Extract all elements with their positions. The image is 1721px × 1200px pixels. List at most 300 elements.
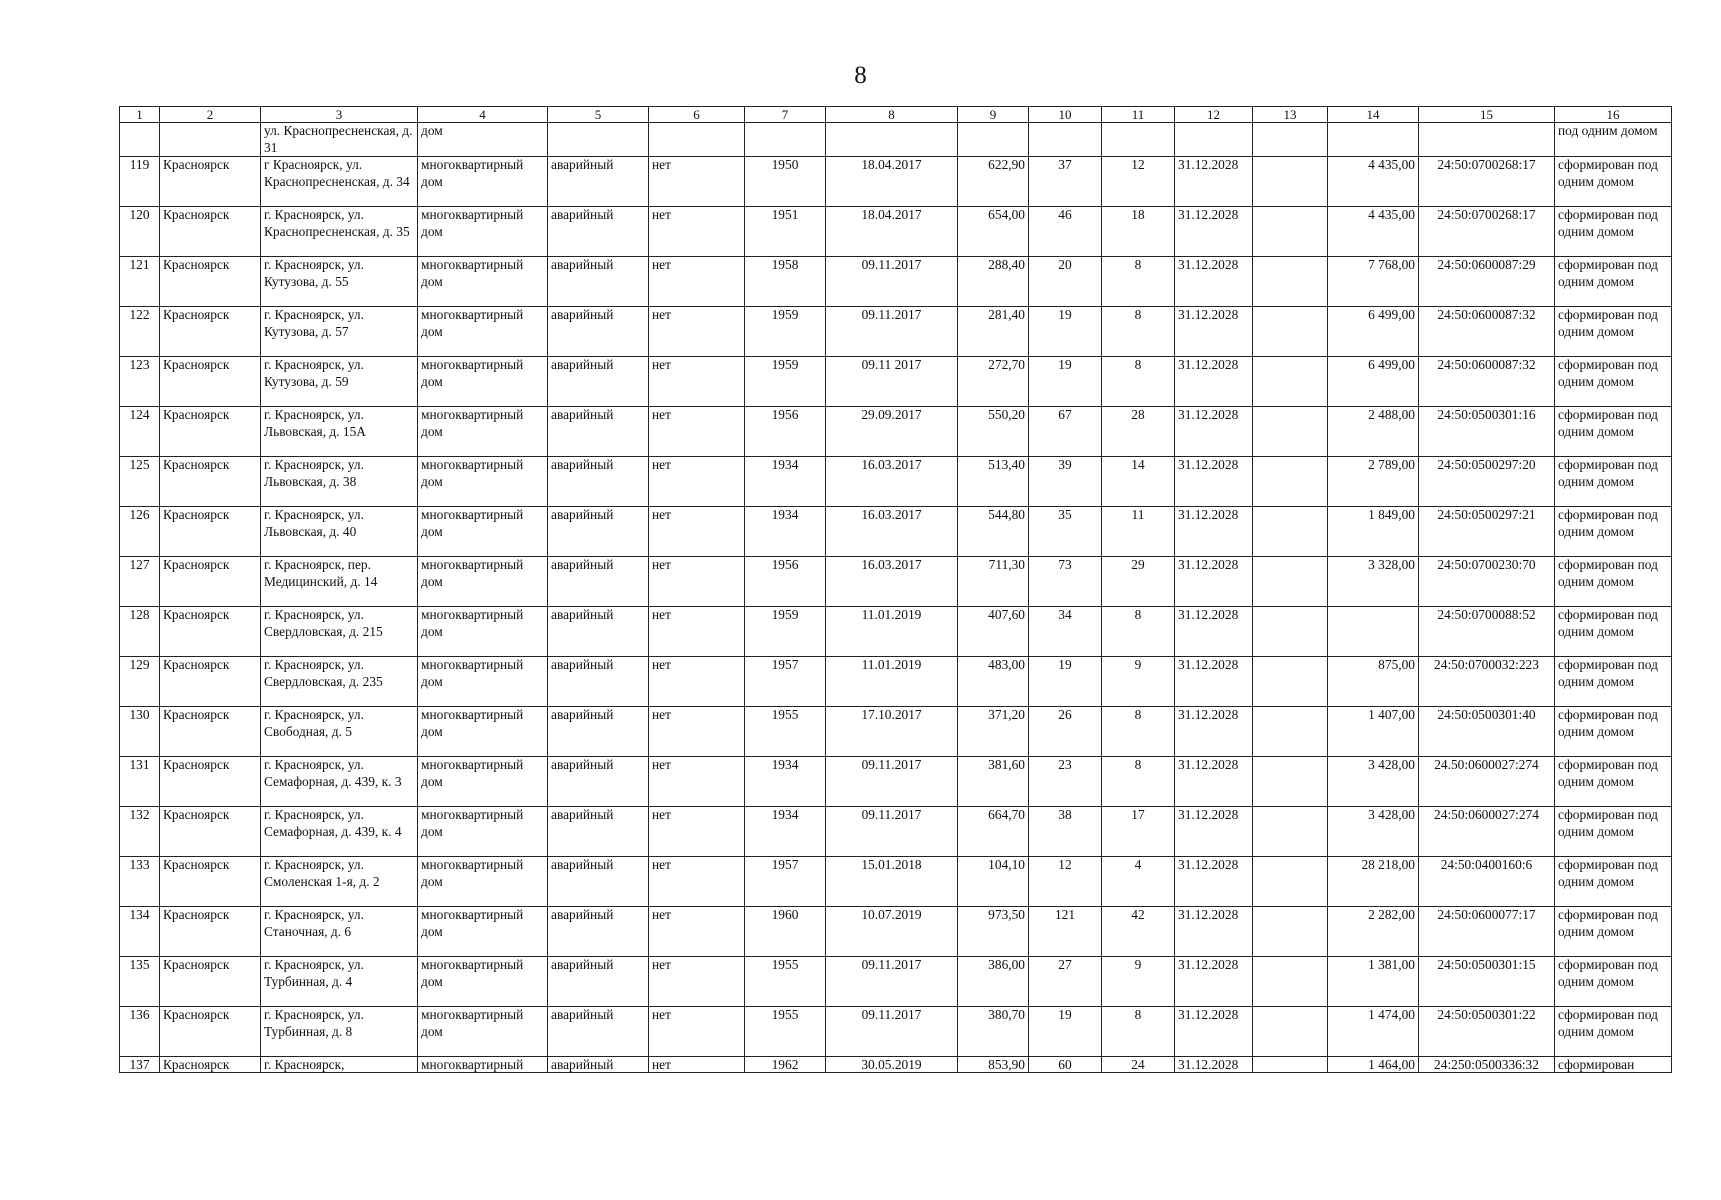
cell-status: аварийный	[548, 507, 649, 557]
cell-city: Красноярск	[160, 657, 261, 707]
column-number-row	[120, 107, 1672, 123]
cell-cadastre: 24.50:0600027:274	[1419, 757, 1555, 807]
column-header: 14	[1328, 107, 1419, 123]
cell-address: г. Красноярск, ул. Краснопресненская, д. 35	[261, 207, 418, 257]
cell-address: г. Красноярск, ул. Турбинная, д. 8	[261, 1007, 418, 1057]
cell-city: Красноярск	[160, 357, 261, 407]
cell-date: 09.11.2017	[826, 307, 958, 357]
cell-c13	[1253, 157, 1328, 207]
cell-address: г. Красноярск, ул. Кутузова, д. 55	[261, 257, 418, 307]
cell-year: 1957	[745, 657, 826, 707]
cell-c10: 19	[1029, 657, 1102, 707]
cell-address: г. Красноярск, ул. Кутузова, д. 57	[261, 307, 418, 357]
cell-year: 1956	[745, 407, 826, 457]
cell-c13	[1253, 757, 1328, 807]
cell-c16: сформирован под одним домом	[1555, 257, 1672, 307]
cell-deadline: 31.12.2028	[1175, 357, 1253, 407]
cell-date: 09.11.2017	[826, 757, 958, 807]
column-header: 10	[1029, 107, 1102, 123]
cell-c6: нет	[649, 357, 745, 407]
cell-year: 1955	[745, 1007, 826, 1057]
cell-status: аварийный	[548, 357, 649, 407]
cell-c16: сформирован под одним домом	[1555, 457, 1672, 507]
emergency-housing-table	[119, 106, 1672, 1073]
cell-city	[160, 123, 261, 157]
cell-cadastre: 24:50:0600087:32	[1419, 357, 1555, 407]
cell-num: 120	[120, 207, 160, 257]
cell-c16: сформирован под одним домом	[1555, 857, 1672, 907]
cell-deadline: 31.12.2028	[1175, 657, 1253, 707]
cell-area: 654,00	[958, 207, 1029, 257]
cell-area: 272,70	[958, 357, 1029, 407]
cell-type: многоквартирный дом	[418, 457, 548, 507]
cell-c14: 7 768,00	[1328, 257, 1419, 307]
cell-cadastre: 24:50:0600077:17	[1419, 907, 1555, 957]
cell-year: 1956	[745, 557, 826, 607]
cell-num: 131	[120, 757, 160, 807]
cell-year: 1955	[745, 957, 826, 1007]
cell-c14: 4 435,00	[1328, 207, 1419, 257]
cell-c6: нет	[649, 907, 745, 957]
cell-c10	[1029, 123, 1102, 157]
table-row	[120, 957, 1672, 1007]
column-header: 4	[418, 107, 548, 123]
cell-c6: нет	[649, 707, 745, 757]
cell-num: 134	[120, 907, 160, 957]
cell-c10: 37	[1029, 157, 1102, 207]
cell-c6: нет	[649, 1057, 745, 1073]
cell-deadline: 31.12.2028	[1175, 607, 1253, 657]
column-header: 2	[160, 107, 261, 123]
cell-city: Красноярск	[160, 907, 261, 957]
cell-status: аварийный	[548, 657, 649, 707]
cell-year: 1959	[745, 357, 826, 407]
cell-cadastre: 24:50:0500301:15	[1419, 957, 1555, 1007]
cell-c16: сформирован под одним домом	[1555, 757, 1672, 807]
cell-year: 1955	[745, 707, 826, 757]
cell-city: Красноярск	[160, 1007, 261, 1057]
table-row	[120, 657, 1672, 707]
cell-area: 281,40	[958, 307, 1029, 357]
cell-c13	[1253, 307, 1328, 357]
cell-type: многоквартирный дом	[418, 157, 548, 207]
cell-deadline: 31.12.2028	[1175, 407, 1253, 457]
cell-num: 119	[120, 157, 160, 207]
cell-date: 18.04.2017	[826, 157, 958, 207]
cell-cadastre: 24:50:0500301:22	[1419, 1007, 1555, 1057]
cell-c11: 14	[1102, 457, 1175, 507]
cell-deadline: 31.12.2028	[1175, 857, 1253, 907]
cell-c10: 121	[1029, 907, 1102, 957]
cell-c14: 875,00	[1328, 657, 1419, 707]
cell-cadastre: 24:50:0700032:223	[1419, 657, 1555, 707]
cell-c13	[1253, 1057, 1328, 1073]
cell-c6: нет	[649, 957, 745, 1007]
cell-c11: 8	[1102, 757, 1175, 807]
column-header: 11	[1102, 107, 1175, 123]
cell-area: 853,90	[958, 1057, 1029, 1073]
page-number: 8	[854, 62, 867, 89]
cell-type: многоквартирный дом	[418, 757, 548, 807]
cell-status: аварийный	[548, 957, 649, 1007]
cell-address: г. Красноярск, ул. Смоленская 1-я, д. 2	[261, 857, 418, 907]
cell-cadastre: 24:50:0600027:274	[1419, 807, 1555, 857]
table-row	[120, 907, 1672, 957]
cell-num: 121	[120, 257, 160, 307]
cell-c6: нет	[649, 857, 745, 907]
cell-c6: нет	[649, 657, 745, 707]
cell-c10: 27	[1029, 957, 1102, 1007]
cell-c10: 39	[1029, 457, 1102, 507]
cell-c13	[1253, 907, 1328, 957]
column-header: 1	[120, 107, 160, 123]
cell-c6: нет	[649, 1007, 745, 1057]
cell-c13	[1253, 123, 1328, 157]
cell-c6: нет	[649, 807, 745, 857]
cell-year: 1934	[745, 757, 826, 807]
cell-type: многоквартирный дом	[418, 1007, 548, 1057]
cell-num: 128	[120, 607, 160, 657]
cell-date: 09.11.2017	[826, 807, 958, 857]
cell-c6: нет	[649, 157, 745, 207]
cell-deadline: 31.12.2028	[1175, 507, 1253, 557]
cell-c10: 34	[1029, 607, 1102, 657]
cell-area	[958, 123, 1029, 157]
cell-year: 1934	[745, 807, 826, 857]
cell-c11: 17	[1102, 807, 1175, 857]
cell-c10: 12	[1029, 857, 1102, 907]
cell-c14: 2 488,00	[1328, 407, 1419, 457]
table-row	[120, 457, 1672, 507]
cell-type: многоквартирный дом	[418, 207, 548, 257]
cell-c13	[1253, 407, 1328, 457]
cell-year: 1959	[745, 307, 826, 357]
cell-c11	[1102, 123, 1175, 157]
cell-status: аварийный	[548, 157, 649, 207]
cell-deadline: 31.12.2028	[1175, 1007, 1253, 1057]
cell-type: многоквартирный дом	[418, 607, 548, 657]
column-header: 3	[261, 107, 418, 123]
cell-status: аварийный	[548, 607, 649, 657]
cell-deadline: 31.12.2028	[1175, 907, 1253, 957]
cell-address: г. Красноярск, ул. Львовская, д. 38	[261, 457, 418, 507]
table-row	[120, 357, 1672, 407]
cell-c16: сформирован под одним домом	[1555, 907, 1672, 957]
cell-c6: нет	[649, 407, 745, 457]
cell-deadline: 31.12.2028	[1175, 807, 1253, 857]
cell-type: многоквартирный	[418, 1057, 548, 1073]
cell-cadastre: 24:50:0500297:21	[1419, 507, 1555, 557]
cell-date: 10.07.2019	[826, 907, 958, 957]
cell-c11: 18	[1102, 207, 1175, 257]
column-header: 16	[1555, 107, 1672, 123]
cell-c6: нет	[649, 457, 745, 507]
cell-c14: 1 381,00	[1328, 957, 1419, 1007]
cell-c6: нет	[649, 757, 745, 807]
cell-area: 711,30	[958, 557, 1029, 607]
table-row	[120, 407, 1672, 457]
cell-cadastre: 24:250:0500336:32	[1419, 1057, 1555, 1073]
table-row-continuation	[120, 123, 1672, 157]
cell-status: аварийный	[548, 457, 649, 507]
cell-status: аварийный	[548, 207, 649, 257]
cell-status: аварийный	[548, 257, 649, 307]
cell-c10: 19	[1029, 1007, 1102, 1057]
cell-year: 1950	[745, 157, 826, 207]
table-row	[120, 807, 1672, 857]
cell-deadline: 31.12.2028	[1175, 1057, 1253, 1073]
column-header: 9	[958, 107, 1029, 123]
cell-c11: 8	[1102, 1007, 1175, 1057]
cell-c16: сформирован под одним домом	[1555, 357, 1672, 407]
cell-city: Красноярск	[160, 457, 261, 507]
cell-c14	[1328, 123, 1419, 157]
cell-address: г. Красноярск,	[261, 1057, 418, 1073]
cell-c16: сформирован под одним домом	[1555, 507, 1672, 557]
cell-c16: сформирован	[1555, 1057, 1672, 1073]
cell-c10: 38	[1029, 807, 1102, 857]
cell-c14: 1 849,00	[1328, 507, 1419, 557]
cell-area: 381,60	[958, 757, 1029, 807]
cell-city: Красноярск	[160, 707, 261, 757]
column-header: 8	[826, 107, 958, 123]
cell-num: 126	[120, 507, 160, 557]
cell-c16: сформирован под одним домом	[1555, 607, 1672, 657]
cell-c13	[1253, 1007, 1328, 1057]
cell-c16: сформирован под одним домом	[1555, 207, 1672, 257]
cell-type: многоквартирный дом	[418, 557, 548, 607]
cell-address: г. Красноярск, ул. Семафорная, д. 439, к. 3	[261, 757, 418, 807]
cell-type: многоквартирный дом	[418, 707, 548, 757]
table-row	[120, 207, 1672, 257]
cell-deadline: 31.12.2028	[1175, 957, 1253, 1007]
cell-area: 664,70	[958, 807, 1029, 857]
cell-c11: 8	[1102, 707, 1175, 757]
cell-c13	[1253, 807, 1328, 857]
cell-status: аварийный	[548, 907, 649, 957]
cell-c14: 6 499,00	[1328, 307, 1419, 357]
cell-deadline: 31.12.2028	[1175, 457, 1253, 507]
cell-deadline: 31.12.2028	[1175, 707, 1253, 757]
cell-city: Красноярск	[160, 807, 261, 857]
cell-deadline: 31.12.2028	[1175, 207, 1253, 257]
cell-c6: нет	[649, 557, 745, 607]
cell-area: 513,40	[958, 457, 1029, 507]
cell-type: многоквартирный дом	[418, 507, 548, 557]
cell-c16: сформирован под одним домом	[1555, 157, 1672, 207]
cell-c16: сформирован под одним домом	[1555, 707, 1672, 757]
cell-type: многоквартирный дом	[418, 357, 548, 407]
cell-c14	[1328, 607, 1419, 657]
cell-c14: 1 407,00	[1328, 707, 1419, 757]
cell-c6: нет	[649, 307, 745, 357]
cell-c10: 35	[1029, 507, 1102, 557]
table-row	[120, 1057, 1672, 1073]
cell-city: Красноярск	[160, 557, 261, 607]
cell-c16: под одним домом	[1555, 123, 1672, 157]
cell-city: Красноярск	[160, 307, 261, 357]
cell-c10: 73	[1029, 557, 1102, 607]
cell-c6: нет	[649, 207, 745, 257]
cell-c13	[1253, 457, 1328, 507]
cell-city: Красноярск	[160, 857, 261, 907]
cell-type: многоквартирный дом	[418, 907, 548, 957]
cell-cadastre: 24:50:0500301:16	[1419, 407, 1555, 457]
column-header: 7	[745, 107, 826, 123]
cell-cadastre: 24:50:0700268:17	[1419, 207, 1555, 257]
cell-c13	[1253, 957, 1328, 1007]
cell-address: г. Красноярск, ул. Свердловская, д. 215	[261, 607, 418, 657]
column-header: 12	[1175, 107, 1253, 123]
cell-date: 17.10.2017	[826, 707, 958, 757]
cell-num: 130	[120, 707, 160, 757]
cell-type: многоквартирный дом	[418, 257, 548, 307]
cell-city: Красноярск	[160, 507, 261, 557]
cell-cadastre: 24:50:0700230:70	[1419, 557, 1555, 607]
cell-c14: 2 789,00	[1328, 457, 1419, 507]
cell-type: многоквартирный дом	[418, 407, 548, 457]
cell-c14: 4 435,00	[1328, 157, 1419, 207]
column-header: 5	[548, 107, 649, 123]
cell-c11: 8	[1102, 307, 1175, 357]
cell-status: аварийный	[548, 407, 649, 457]
cell-c16: сформирован под одним домом	[1555, 957, 1672, 1007]
table-row	[120, 1007, 1672, 1057]
cell-address: г Красноярск, ул. Краснопресненская, д. 34	[261, 157, 418, 207]
cell-area: 371,20	[958, 707, 1029, 757]
cell-c13	[1253, 507, 1328, 557]
cell-c6: нет	[649, 607, 745, 657]
cell-c14: 3 328,00	[1328, 557, 1419, 607]
cell-c13	[1253, 257, 1328, 307]
cell-status	[548, 123, 649, 157]
cell-num: 137	[120, 1057, 160, 1073]
cell-c10: 20	[1029, 257, 1102, 307]
cell-address: г. Красноярск, ул. Кутузова, д. 59	[261, 357, 418, 407]
cell-c6: нет	[649, 507, 745, 557]
cell-c13	[1253, 357, 1328, 407]
cell-c14: 1 464,00	[1328, 1057, 1419, 1073]
cell-c13	[1253, 707, 1328, 757]
cell-c11: 28	[1102, 407, 1175, 457]
cell-address: г. Красноярск, ул. Свердловская, д. 235	[261, 657, 418, 707]
cell-cadastre	[1419, 123, 1555, 157]
cell-year: 1934	[745, 457, 826, 507]
cell-date: 29.09.2017	[826, 407, 958, 457]
cell-c14: 3 428,00	[1328, 807, 1419, 857]
cell-num: 122	[120, 307, 160, 357]
cell-c11: 29	[1102, 557, 1175, 607]
cell-date: 09.11.2017	[826, 257, 958, 307]
cell-c14: 2 282,00	[1328, 907, 1419, 957]
cell-cadastre: 24:50:0400160:6	[1419, 857, 1555, 907]
cell-num: 127	[120, 557, 160, 607]
cell-status: аварийный	[548, 1057, 649, 1073]
cell-c10: 19	[1029, 357, 1102, 407]
cell-address: г. Красноярск, ул. Свободная, д. 5	[261, 707, 418, 757]
cell-c11: 4	[1102, 857, 1175, 907]
cell-date: 18.04.2017	[826, 207, 958, 257]
cell-date: 16.03.2017	[826, 507, 958, 557]
cell-deadline	[1175, 123, 1253, 157]
cell-num: 132	[120, 807, 160, 857]
cell-type: многоквартирный дом	[418, 857, 548, 907]
cell-date: 15.01.2018	[826, 857, 958, 907]
cell-address: ул. Краснопресненская, д. 31	[261, 123, 418, 157]
table-row	[120, 307, 1672, 357]
table-row	[120, 607, 1672, 657]
cell-date: 09.11.2017	[826, 957, 958, 1007]
cell-c10: 23	[1029, 757, 1102, 807]
cell-c11: 8	[1102, 607, 1175, 657]
cell-num	[120, 123, 160, 157]
cell-num: 136	[120, 1007, 160, 1057]
cell-status: аварийный	[548, 557, 649, 607]
cell-address: г. Красноярск, пер. Медицинский, д. 14	[261, 557, 418, 607]
cell-date: 09.11.2017	[826, 1007, 958, 1057]
cell-area: 550,20	[958, 407, 1029, 457]
cell-c16: сформирован под одним домом	[1555, 307, 1672, 357]
cell-year	[745, 123, 826, 157]
cell-address: г. Красноярск, ул. Станочная, д. 6	[261, 907, 418, 957]
cell-area: 544,80	[958, 507, 1029, 557]
cell-cadastre: 24:50:0700088:52	[1419, 607, 1555, 657]
cell-date	[826, 123, 958, 157]
cell-c10: 26	[1029, 707, 1102, 757]
cell-cadastre: 24:50:0600087:29	[1419, 257, 1555, 307]
cell-status: аварийный	[548, 807, 649, 857]
table-row	[120, 857, 1672, 907]
cell-area: 104,10	[958, 857, 1029, 907]
cell-cadastre: 24:50:0600087:32	[1419, 307, 1555, 357]
cell-c16: сформирован под одним домом	[1555, 1007, 1672, 1057]
cell-city: Красноярск	[160, 257, 261, 307]
cell-city: Красноярск	[160, 607, 261, 657]
cell-address: г. Красноярск, ул. Семафорная, д. 439, к. 4	[261, 807, 418, 857]
cell-status: аварийный	[548, 307, 649, 357]
cell-date: 16.03.2017	[826, 457, 958, 507]
cell-deadline: 31.12.2028	[1175, 557, 1253, 607]
cell-deadline: 31.12.2028	[1175, 157, 1253, 207]
cell-c11: 9	[1102, 657, 1175, 707]
cell-c16: сформирован под одним домом	[1555, 557, 1672, 607]
cell-date: 09.11 2017	[826, 357, 958, 407]
cell-cadastre: 24:50:0500297:20	[1419, 457, 1555, 507]
column-header: 6	[649, 107, 745, 123]
cell-c16: сформирован под одним домом	[1555, 807, 1672, 857]
cell-c10: 60	[1029, 1057, 1102, 1073]
cell-year: 1958	[745, 257, 826, 307]
cell-status: аварийный	[548, 707, 649, 757]
cell-c13	[1253, 857, 1328, 907]
cell-num: 133	[120, 857, 160, 907]
cell-cadastre: 24:50:0500301:40	[1419, 707, 1555, 757]
cell-c13	[1253, 557, 1328, 607]
cell-c13	[1253, 207, 1328, 257]
table-row	[120, 557, 1672, 607]
cell-c16: сформирован под одним домом	[1555, 407, 1672, 457]
cell-type: многоквартирный дом	[418, 807, 548, 857]
cell-date: 16.03.2017	[826, 557, 958, 607]
table-row	[120, 757, 1672, 807]
cell-city: Красноярск	[160, 207, 261, 257]
cell-city: Красноярск	[160, 957, 261, 1007]
cell-city: Красноярск	[160, 757, 261, 807]
table-row	[120, 507, 1672, 557]
column-header: 13	[1253, 107, 1328, 123]
cell-status: аварийный	[548, 857, 649, 907]
cell-status: аварийный	[548, 1007, 649, 1057]
